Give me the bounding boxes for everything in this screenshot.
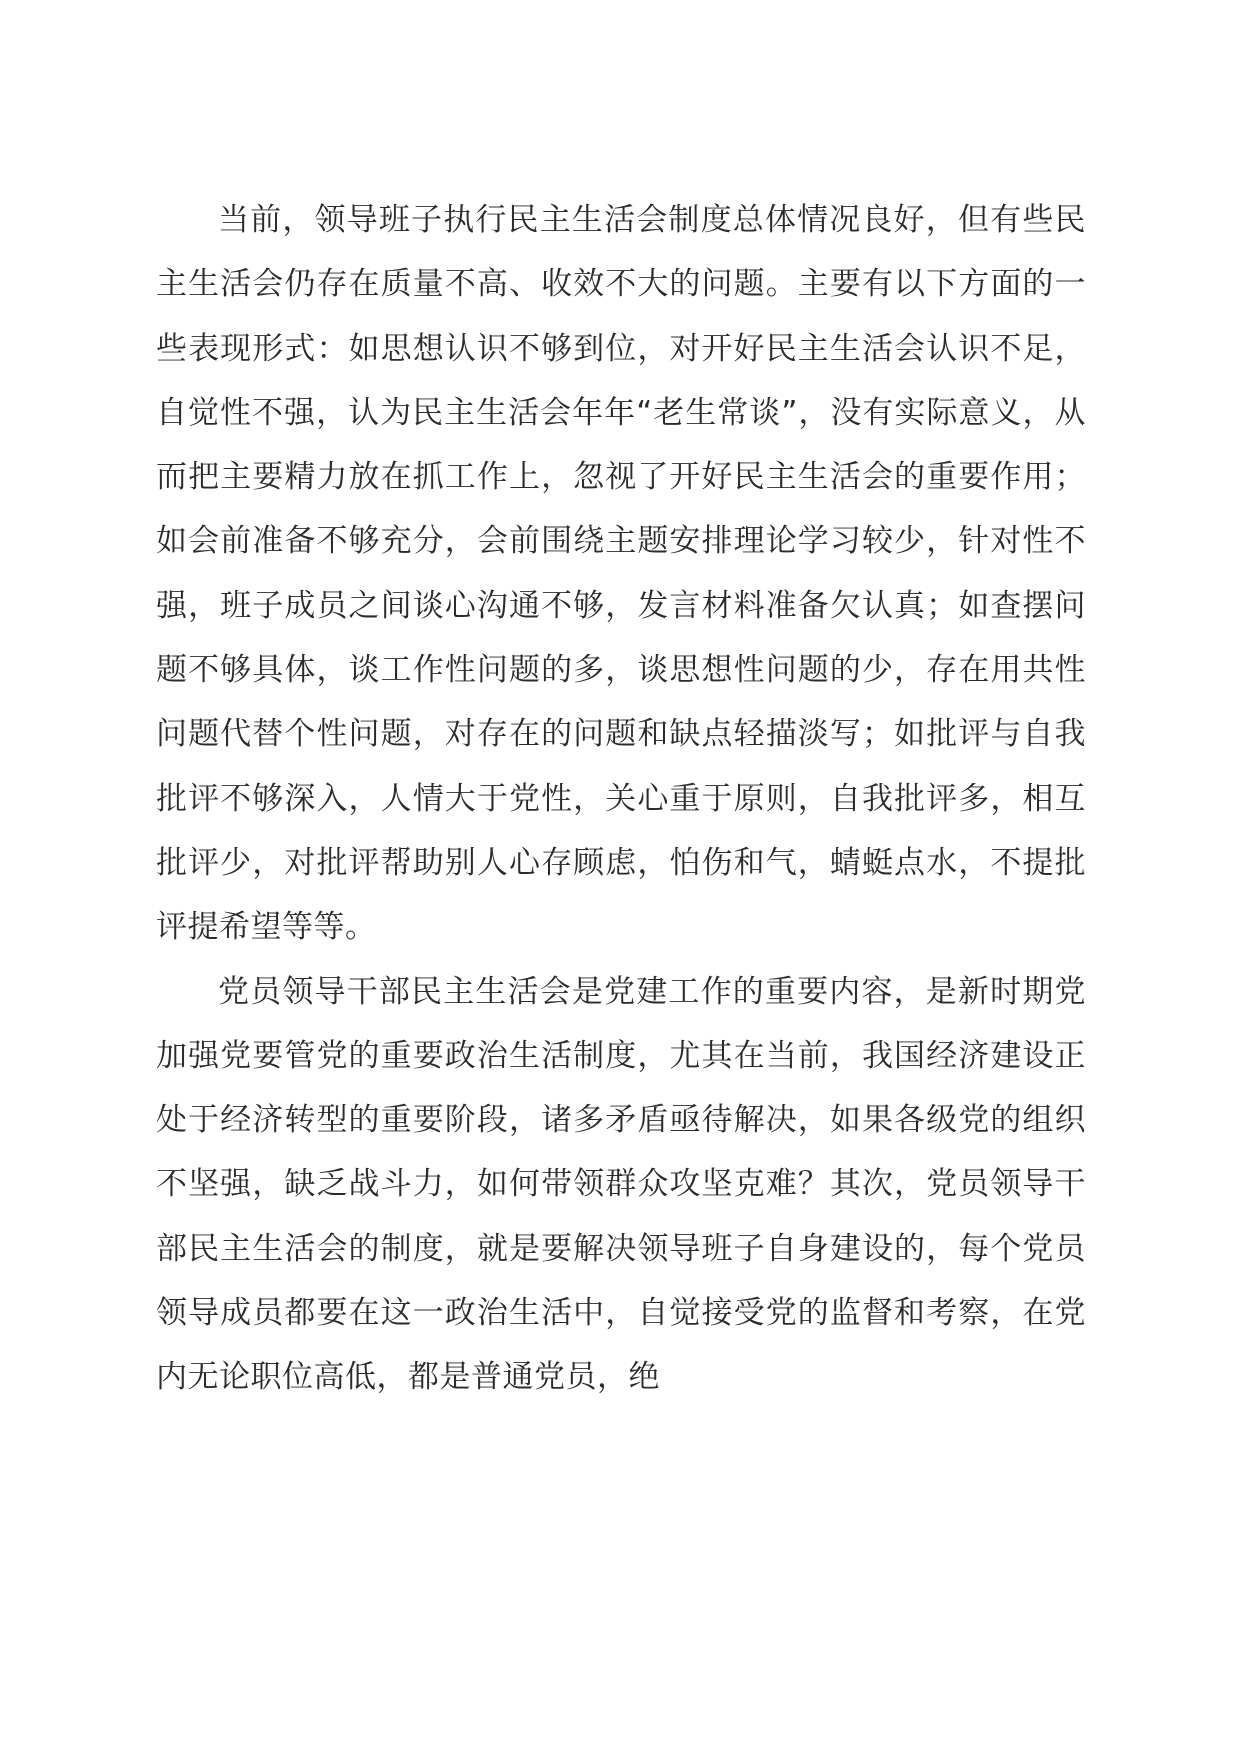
paragraph-1: 当前，领导班子执行民主生活会制度总体情况良好，但有些民主生活会仍存在质量不高、收效不大的问题。主要有以下方面的一些表现形式：如思想认识不够到位，对开好民主生活会认识不足，自觉性不强，认为民主生活会年年“老生常谈”，没有实际意义，从而把主要精力放在抓工作上，忽视了开好民主生活会的重要作用；如会前准备不够充分，会前围绕主题安排理论学习较少，针对性不强，班子成员之间谈心沟通不够，发言材料准备欠认真；如查摆问题不够具体，谈工作性问题的多，谈思想性问题的少，存在用共性问题代替个性问题，对存在的问题和缺点轻描淡写；如批评与自我批评不够深入，人情大于党性，关心重于原则，自我批评多，相互批评少，对批评帮助别人心存顾虑，怕伤和气，蜻蜓点水，不提批评提希望等等。 (156, 202, 1086, 946)
document-body (156, 188, 1086, 1410)
paragraph-2: 党员领导干部民主生活会是党建工作的重要内容，是新时期党加强党要管党的重要政治生活制度，尤其在当前，我国经济建设正处于经济转型的重要阶段，诸多矛盾亟待解决，如果各级党的组织不坚强，缺乏战斗力，如何带领群众攻坚克难？其次，党员领导干部民主生活会的制度，就是要解决领导班子自身建设的，每个党员领导成员都要在这一政治生活中，自觉接受党的监督和考察，在党内无论职位高低，都是普通党员，绝 (156, 973, 1086, 1396)
